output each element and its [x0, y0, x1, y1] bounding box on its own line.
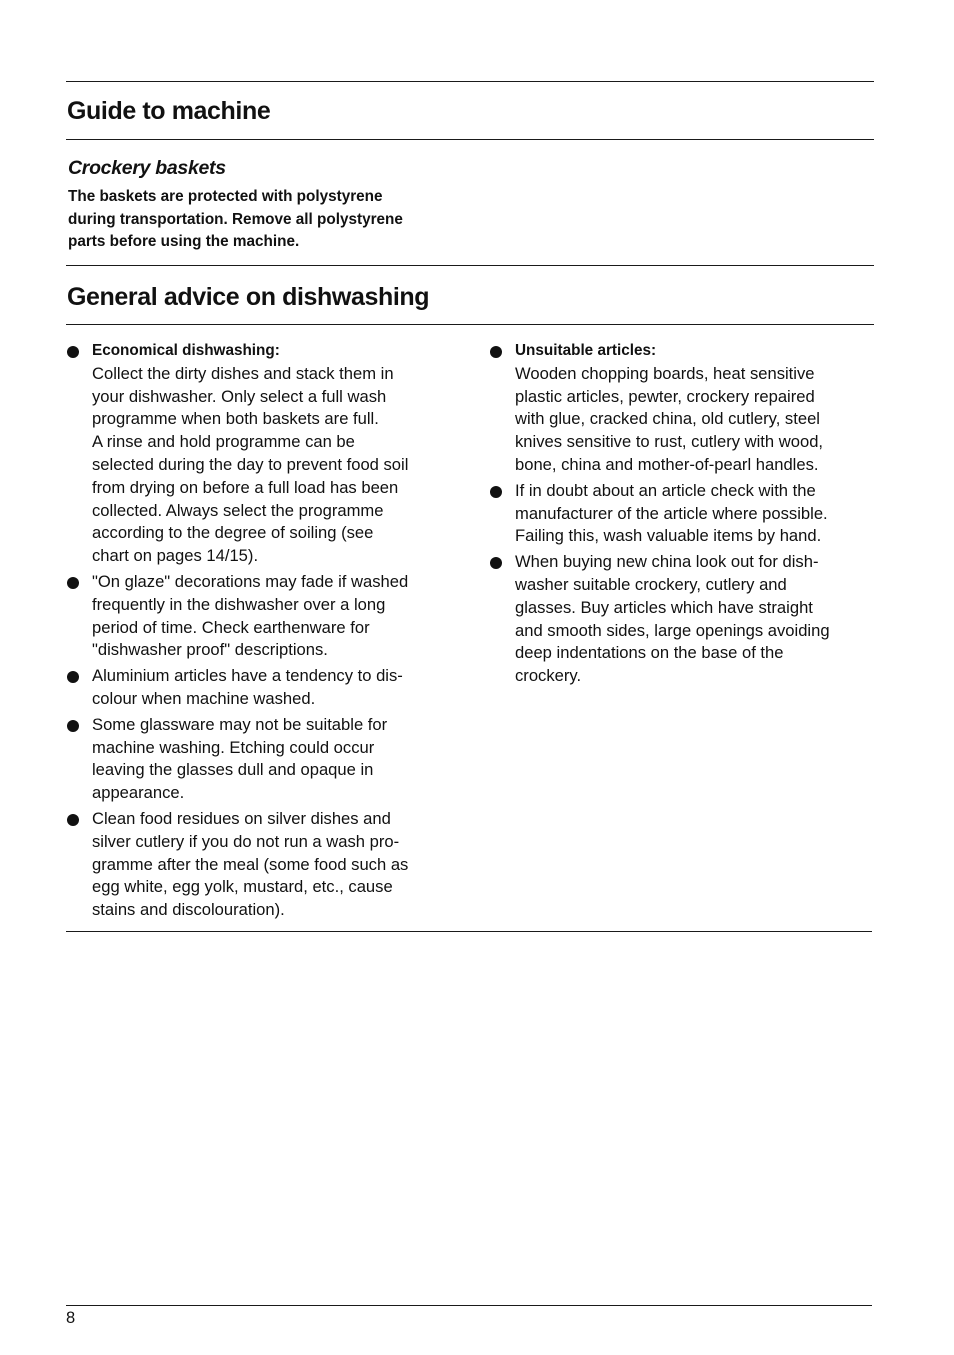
list-item — [66, 808, 456, 922]
list-item — [489, 551, 874, 688]
item-text: Collect the dirty dishes and stack them in your dishwasher. Only select a full wash programme when both baskets are full. A rinse and hold programme can be selected during the day to prevent food soil from drying on before a full load has been collected. Always select the programme according to the degree of soiling (see chart on pages 14/15). — [92, 363, 409, 566]
page-title: Guide to machine — [67, 97, 271, 125]
advice-right-column — [489, 340, 874, 691]
list-item — [66, 665, 456, 711]
item-heading: Economical dishwashing: — [92, 342, 280, 359]
bullet-icon — [490, 557, 502, 569]
list-item — [66, 714, 456, 805]
item-heading: Unsuitable articles: — [515, 342, 657, 359]
advice-title-rule — [66, 324, 874, 325]
item-text: Clean food residues on silver dishes and silver cutlery if you do not run a wash pro- gramme after the meal (some food such as egg white, egg yolk, mustard, etc., cause stains and discolouration). — [92, 808, 409, 920]
advice-end-rule — [66, 931, 872, 932]
section-divider-rule — [66, 265, 874, 266]
bullet-icon — [490, 346, 502, 358]
crockery-notice: The baskets are protected with polystyrene during transportation. Remove all polystyrene parts before using the machine. — [68, 188, 403, 251]
item-text: Some glassware may not be suitable for machine washing. Etching could occur leaving the glasses dull and opaque in appearance. — [92, 714, 388, 803]
advice-title: General advice on dishwashing — [67, 283, 430, 311]
list-item — [66, 340, 456, 568]
list-item — [489, 480, 874, 548]
top-rule — [66, 81, 874, 82]
bullet-icon — [490, 486, 502, 498]
list-item — [66, 571, 456, 662]
bullet-icon — [67, 671, 79, 683]
item-text: "On glaze" decorations may fade if washed frequently in the dishwasher over a long period of time. Check earthenware for "dishwasher proof" descriptions. — [92, 571, 409, 660]
bullet-icon — [67, 346, 79, 358]
list-item — [489, 340, 874, 477]
item-text: If in doubt about an article check with the manufacturer of the article where possible. Failing this, wash valuable items by hand. — [515, 480, 828, 546]
advice-left-column — [66, 340, 456, 925]
crockery-subtitle: Crockery baskets — [68, 157, 226, 179]
page-number: 8 — [66, 1309, 76, 1327]
bullet-icon — [67, 814, 79, 826]
header-bottom-rule — [66, 139, 874, 140]
item-text: Wooden chopping boards, heat sensitive plastic articles, pewter, crockery repaired with glue, cracked china, old cutlery, steel knives sensitive to rust, cutlery with wood, bone, china and mother-of-pearl handles. — [515, 363, 824, 474]
item-text: Aluminium articles have a tendency to dis- colour when machine washed. — [92, 666, 403, 708]
item-text: When buying new china look out for dish- washer suitable crockery, cutlery and glasses. Buy articles which have straight and smooth sides, large openings avoiding deep indentations on the base of the crockery. — [515, 552, 830, 686]
bullet-icon — [67, 577, 79, 589]
bullet-icon — [67, 720, 79, 732]
footer-rule — [66, 1305, 872, 1306]
